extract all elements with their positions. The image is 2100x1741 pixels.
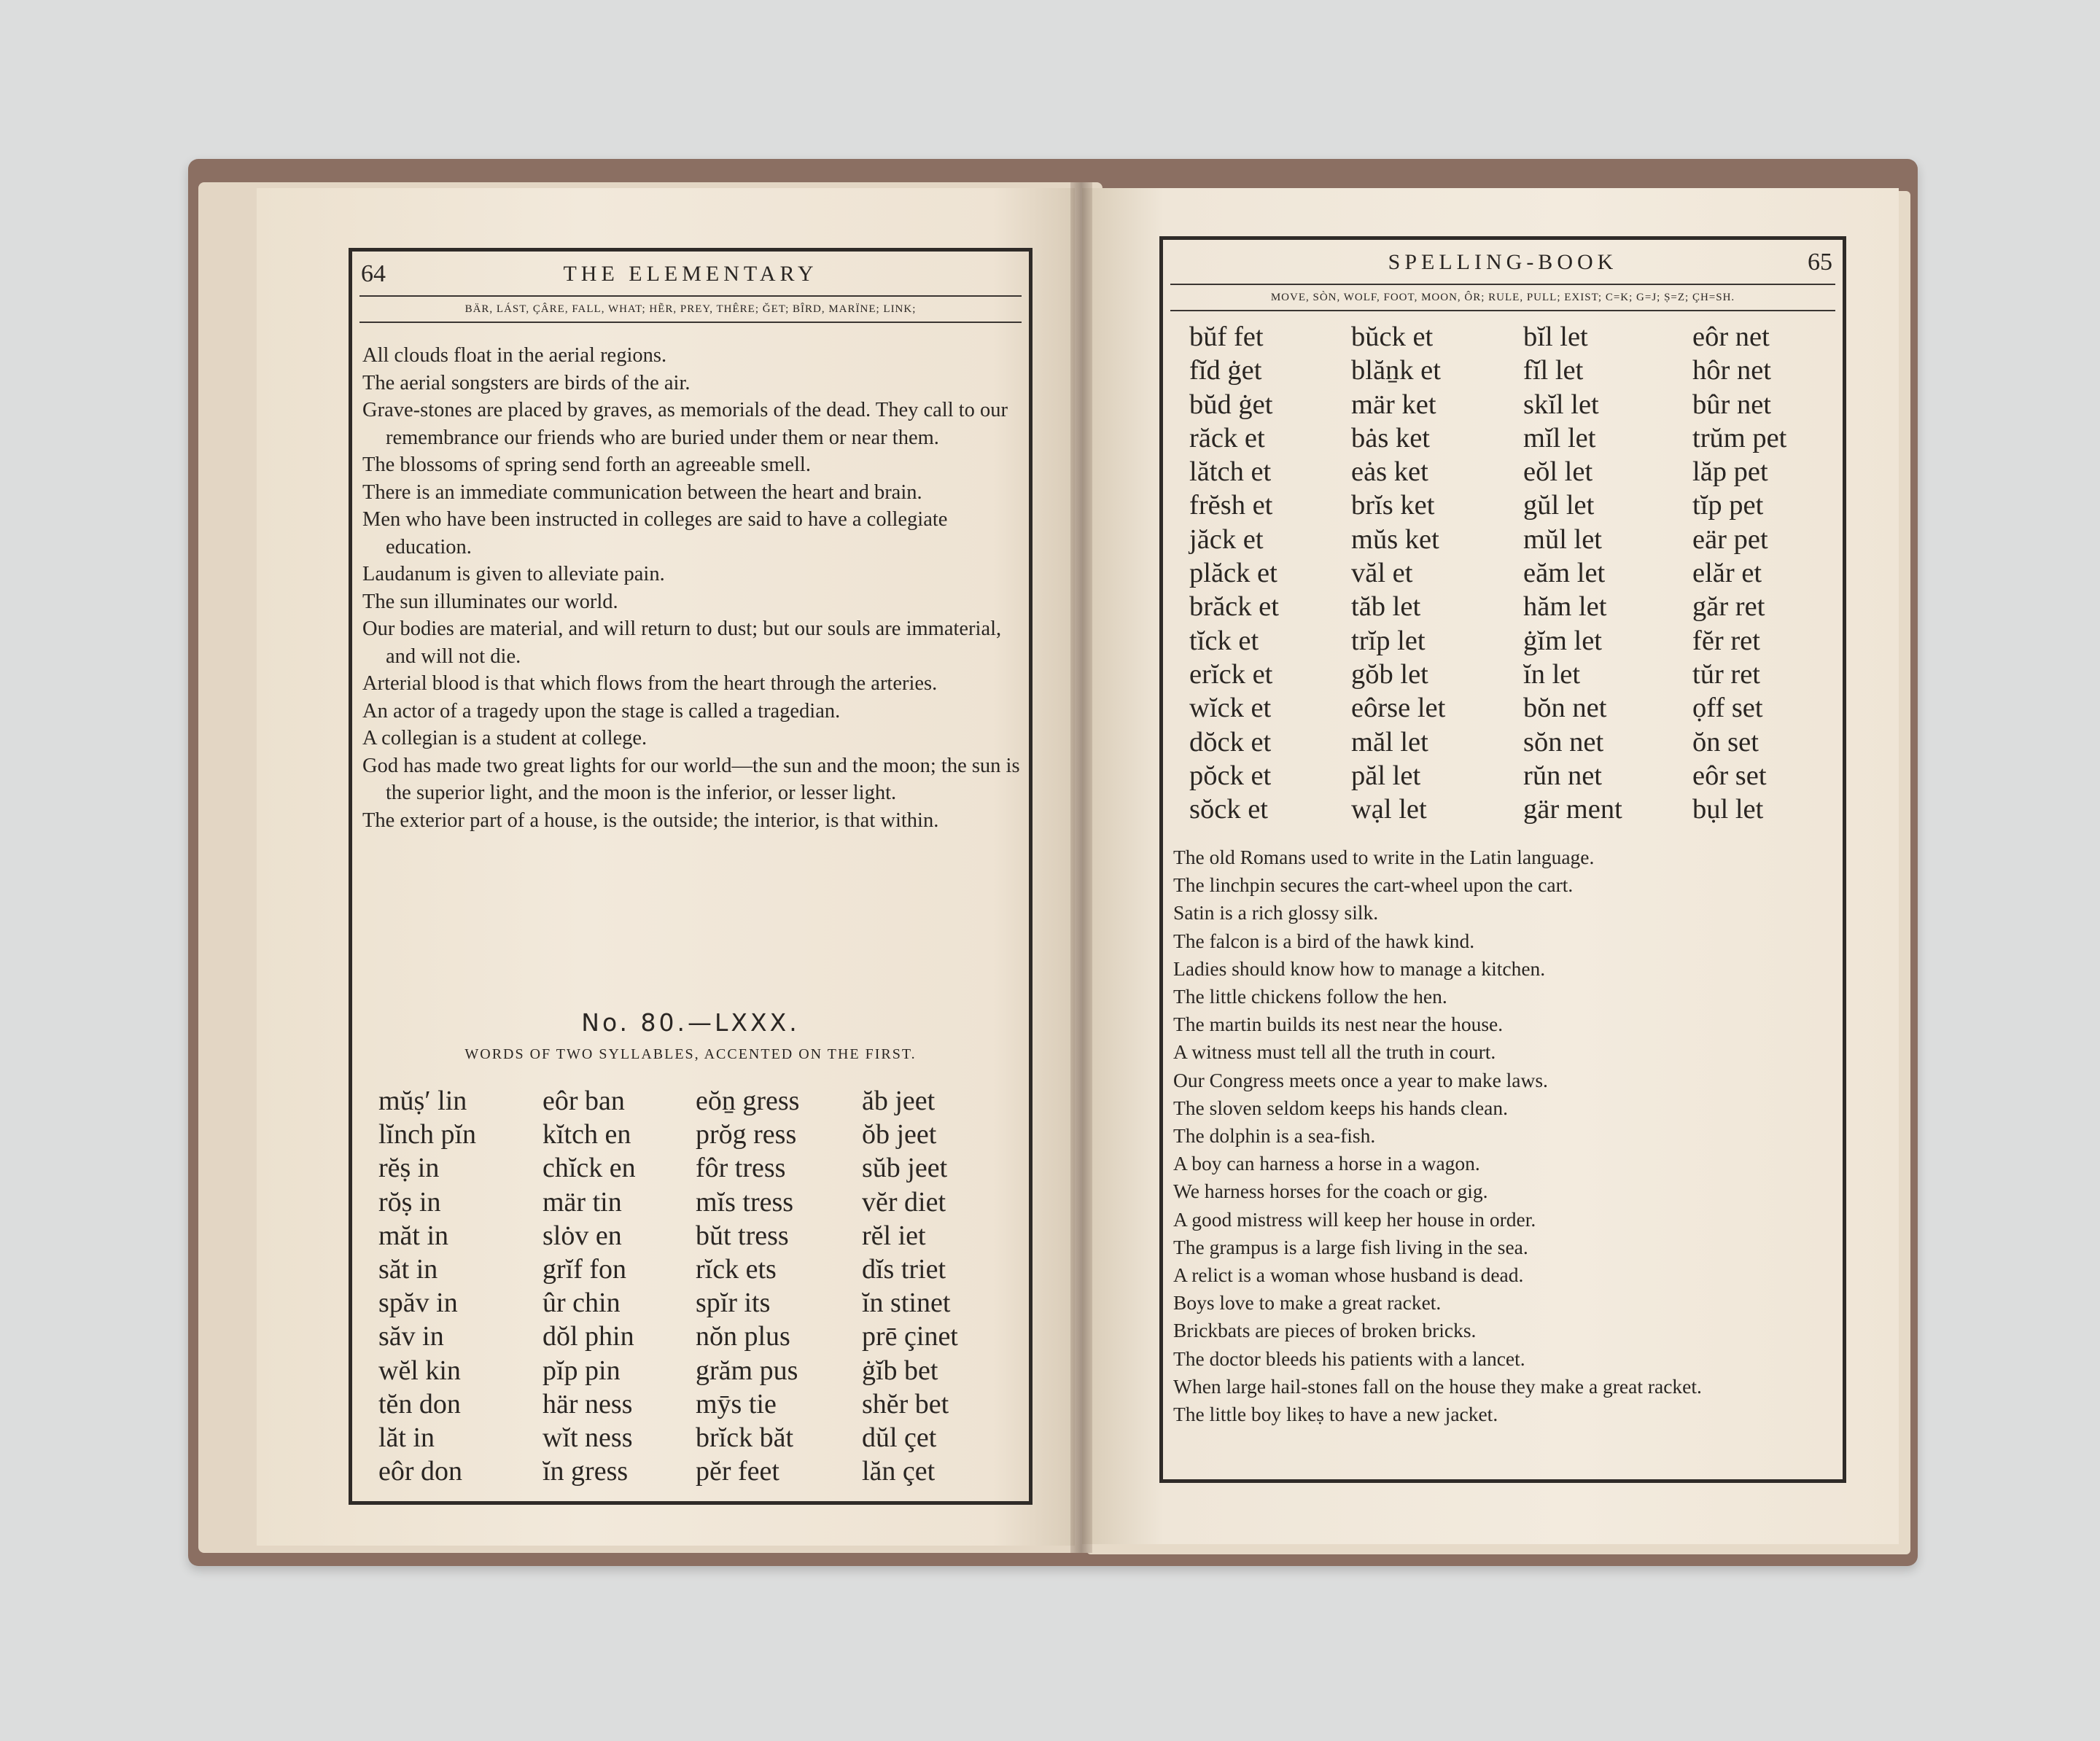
spelling-word: skĭl let (1523, 389, 1599, 420)
spelling-word: eŏṉ gress (696, 1086, 800, 1116)
spelling-word: trŭm pet (1692, 422, 1787, 453)
lesson-title: No. 80.—LXXX. (581, 1008, 800, 1037)
spelling-word: sŏck et (1189, 794, 1268, 825)
spelling-word: eȧs ket (1351, 456, 1428, 488)
spelling-word: ŏb jeet (862, 1119, 937, 1150)
spelling-word: jăck et (1189, 523, 1264, 555)
spelling-word: răck et (1189, 422, 1265, 453)
spelling-word: ăb jeet (862, 1086, 936, 1116)
spelling-word: lăn çet (862, 1456, 936, 1487)
spelling-word: eôr net (1692, 322, 1770, 352)
spelling-word: rĭck ets (696, 1254, 777, 1285)
spelling-word: mŭl let (1523, 523, 1602, 555)
spelling-word: bŭck et (1351, 322, 1434, 352)
sentence: The aerial songsters are birds of the air. (362, 371, 691, 394)
spelling-word: ġĭm let (1523, 625, 1602, 656)
sentence-list-left (362, 342, 1022, 834)
spelling-word: bĭl let (1523, 322, 1588, 352)
spelling-word: bŭt tress (696, 1220, 789, 1251)
page-number-right: 65 (1808, 249, 1832, 276)
spelling-word: găr ret (1692, 591, 1765, 623)
sentence: The dolphin is a sea-fish. (1173, 1124, 1376, 1148)
spelling-word: rĕl iet (862, 1220, 926, 1251)
spelling-word: eôrse let (1351, 693, 1446, 724)
running-title-left: THE ELEMENTARY (563, 262, 818, 286)
spelling-word: ŏn set (1692, 726, 1759, 757)
spelling-word: grăm pus (696, 1355, 798, 1386)
sentence: The blossoms of spring send forth an agreeable smell. (362, 453, 811, 476)
spelling-word: bȧs ket (1351, 422, 1430, 453)
sentence: The little chickens follow the hen. (1173, 985, 1447, 1008)
spelling-word: pŏck et (1189, 760, 1272, 791)
spelling-word: lătch et (1189, 456, 1272, 488)
sentence: A boy can harness a horse in a wagon. (1173, 1152, 1480, 1175)
book-gutter (1070, 182, 1092, 1553)
spelling-word: grĭf fon (542, 1254, 627, 1285)
spelling-word: spĭr its (696, 1288, 771, 1319)
sentence: All clouds float in the aerial regions. (362, 344, 667, 367)
spelling-word: spăv in (378, 1288, 458, 1319)
spelling-word: săv in (378, 1321, 444, 1352)
spelling-word: vĕr diet (862, 1186, 946, 1218)
spelling-word: elăr et (1692, 558, 1762, 589)
spelling-word: wạl let (1351, 794, 1427, 825)
spelling-word: mär ket (1351, 389, 1436, 420)
spelling-word: ġĭb bet (862, 1355, 938, 1386)
sentence: The doctor bleeds his patients with a lancet. (1173, 1347, 1525, 1370)
spelling-word: tĭck et (1189, 625, 1259, 656)
sentence: The linchpin secures the cart-wheel upon the cart. (1173, 873, 1574, 897)
spelling-word: săt in (378, 1254, 438, 1285)
spelling-word: kĭtch en (542, 1119, 631, 1150)
spelling-word: trĭp let (1351, 625, 1426, 656)
sentence: We harness horses for the coach or gig. (1173, 1180, 1488, 1203)
spelling-word: erĭck et (1189, 658, 1273, 690)
spelling-word: mŭs ket (1351, 523, 1439, 555)
sentence: A witness must tell all the truth in court. (1173, 1040, 1496, 1064)
spelling-word: bŏn net (1523, 693, 1607, 724)
spelling-word: wĭt ness (542, 1422, 633, 1454)
spelling-word: mär tin (542, 1186, 622, 1218)
spelling-word: här ness (542, 1388, 633, 1419)
spelling-word: măl let (1351, 726, 1428, 757)
sentence: A collegian is a student at college. (362, 727, 648, 749)
sentence: An actor of a tragedy upon the stage is called a tragedian. (362, 699, 841, 723)
sentence: The sun illuminates our world. (362, 590, 618, 613)
spelling-word: văl et (1351, 558, 1413, 589)
spelling-word: eär pet (1692, 523, 1768, 555)
spelling-word: shĕr bet (862, 1388, 949, 1419)
spelling-word: mŭṣ′ lin (378, 1086, 467, 1116)
spelling-word: rŭn net (1523, 760, 1602, 791)
spelling-word: blăṉk et (1351, 355, 1441, 386)
sentence: Ladies should know how to manage a kitchen. (1173, 957, 1546, 980)
spelling-word: slȯv en (542, 1220, 622, 1251)
sentence: When large hail-stones fall on the house they make a great racket. (1173, 1374, 1702, 1398)
spelling-word: pĕr feet (696, 1456, 779, 1487)
spelling-word: păl let (1351, 760, 1421, 791)
spelling-word: lăp pet (1692, 456, 1768, 488)
spelling-word: fĕr ret (1692, 625, 1760, 656)
sentence: Boys love to make a great racket. (1173, 1291, 1442, 1314)
sentence: A relict is a woman whose husband is dead. (1173, 1263, 1524, 1287)
sentence: Arterial blood is that which flows from the heart through the arteries. (362, 672, 938, 695)
spelling-word: frĕsh et (1189, 490, 1273, 521)
spelling-word: eăm let (1523, 558, 1606, 589)
pronunciation-key-right: MOVE, SÒN, WOLF, FOOT, MOON, ÔR; RULE, PULL; EXIST; C=K; G=J; Ṣ=Z; ÇH=SH. (1170, 284, 1835, 311)
spelling-word: ĭn gress (542, 1456, 629, 1487)
spelling-word: sŏn net (1523, 726, 1604, 757)
spelling-word: fôr tress (696, 1153, 786, 1184)
sentence: The exterior part of a house, is the outside; the interior, is that within. (362, 809, 939, 832)
spelling-word: eôr ban (542, 1086, 625, 1116)
spelling-word: brĭck băt (696, 1422, 794, 1454)
spelling-word: mȳs tie (696, 1388, 777, 1419)
sentence: Our bodies are material, and will return to dust; but our souls are immaterial, and will not die. (362, 618, 1002, 668)
spelling-word: fĭl let (1523, 355, 1584, 386)
spelling-word: dĭs triet (862, 1254, 946, 1285)
spelling-word: bụl let (1692, 794, 1764, 825)
spelling-word: nŏn plus (696, 1321, 790, 1352)
sentence: The old Romans used to write in the Latin language. (1173, 846, 1595, 868)
sentence: A good mistress will keep her house in order. (1173, 1207, 1536, 1231)
spelling-word: prē çinet (862, 1321, 958, 1352)
sentence: The little boy likeṣ to have a new jacket. (1173, 1403, 1498, 1426)
spelling-word: dŏck et (1189, 726, 1272, 757)
spelling-word: wĕl kin (378, 1355, 461, 1386)
sentence: The martin builds its nest near the house. (1173, 1013, 1504, 1036)
sentence: God has made two great lights for our world—the sun and the moon; the sun is the superior light, and the moon is the inferior, or lesser light. (362, 754, 1020, 804)
spelling-word: sŭb jeet (862, 1153, 948, 1184)
page-number-left: 64 (361, 260, 386, 287)
spelling-word: wĭck et (1189, 693, 1272, 724)
spelling-word: eôr set (1692, 760, 1767, 791)
sentence: Laudanum is given to alleviate pain. (362, 563, 665, 585)
sentence: The sloven seldom keeps his hands clean. (1173, 1096, 1508, 1119)
spelling-word: hăm let (1523, 591, 1607, 623)
spelling-word: hôr net (1692, 355, 1771, 386)
sentence: The falcon is a bird of the hawk kind. (1173, 929, 1475, 952)
spelling-word: chĭck en (542, 1153, 636, 1184)
sentence: Satin is a rich glossy silk. (1173, 901, 1379, 924)
running-title-right: SPELLING-BOOK (1388, 250, 1618, 274)
spelling-word: brăck et (1189, 591, 1279, 623)
spelling-word: tŭr ret (1692, 658, 1760, 690)
spelling-word: fĭd ġet (1189, 355, 1262, 386)
spelling-word: gär ment (1523, 794, 1622, 825)
sentence: Brickbats are pieces of broken bricks. (1173, 1319, 1477, 1342)
spelling-word: lĭnch pĭn (378, 1119, 477, 1150)
lesson-subtitle: WORDS OF TWO SYLLABLES, ACCENTED ON THE FIRST. (464, 1046, 917, 1062)
sentence: There is an immediate communication between the heart and brain. (362, 480, 922, 504)
spelling-word: ĭn let (1523, 658, 1581, 690)
spelling-word: mĭs tress (696, 1186, 794, 1218)
left-page-frame (349, 248, 1032, 1505)
pronunciation-key-left: BÄR, LÁST, ÇÂRE, FALL, WHAT; HẼR, PREY, THÊRE; ĞET; BÎRD, MARÏNE; LINK; (359, 295, 1022, 323)
sentence: Our Congress meets once a year to make laws. (1173, 1068, 1548, 1091)
right-running-head (1170, 249, 1835, 278)
spelling-word: rĕṣ in (378, 1153, 440, 1184)
spelling-word: dŏl phin (542, 1321, 634, 1352)
spelling-word: tĭp pet (1692, 490, 1764, 521)
spelling-word: ĭn stinet (862, 1288, 951, 1319)
sentence: Men who have been instructed in colleges are said to have a collegiate education. (362, 508, 948, 558)
word-table-left (378, 1084, 1020, 1488)
spelling-word: bûr net (1692, 389, 1771, 420)
sentence: The grampus is a large fish living in the sea. (1173, 1235, 1528, 1258)
spelling-word: mĭl let (1523, 422, 1596, 453)
right-page-frame (1159, 236, 1846, 1483)
spelling-word: rŏṣ in (378, 1186, 441, 1218)
word-table-right (1189, 320, 1838, 826)
spelling-word: eôr don (378, 1456, 463, 1487)
spelling-word: lăt in (378, 1422, 435, 1454)
spelling-word: gŏb let (1351, 658, 1428, 690)
spelling-word: brĭs ket (1351, 490, 1435, 521)
sentence: Grave-stones are placed by graves, as memorials of the dead. They call to our remembrance our friends who are buried under them or near them. (362, 399, 1008, 449)
spelling-word: tăb let (1351, 591, 1421, 623)
sentence-list-right (1173, 844, 1835, 1428)
spelling-word: pĭp pin (542, 1355, 621, 1386)
spelling-word: ûr chin (542, 1288, 621, 1319)
spelling-word: plăck et (1189, 558, 1278, 589)
spelling-word: prŏg ress (696, 1119, 797, 1150)
spelling-word: ọff set (1692, 693, 1763, 724)
left-running-head (359, 260, 1022, 289)
spelling-word: bŭd ġet (1189, 389, 1273, 420)
spelling-word: gŭl let (1523, 490, 1595, 521)
spelling-word: tĕn don (378, 1388, 461, 1419)
spelling-word: eŏl let (1523, 456, 1593, 488)
spelling-word: bŭf fet (1189, 322, 1264, 352)
spelling-word: dŭl çet (862, 1422, 937, 1454)
spelling-word: măt in (378, 1220, 449, 1251)
